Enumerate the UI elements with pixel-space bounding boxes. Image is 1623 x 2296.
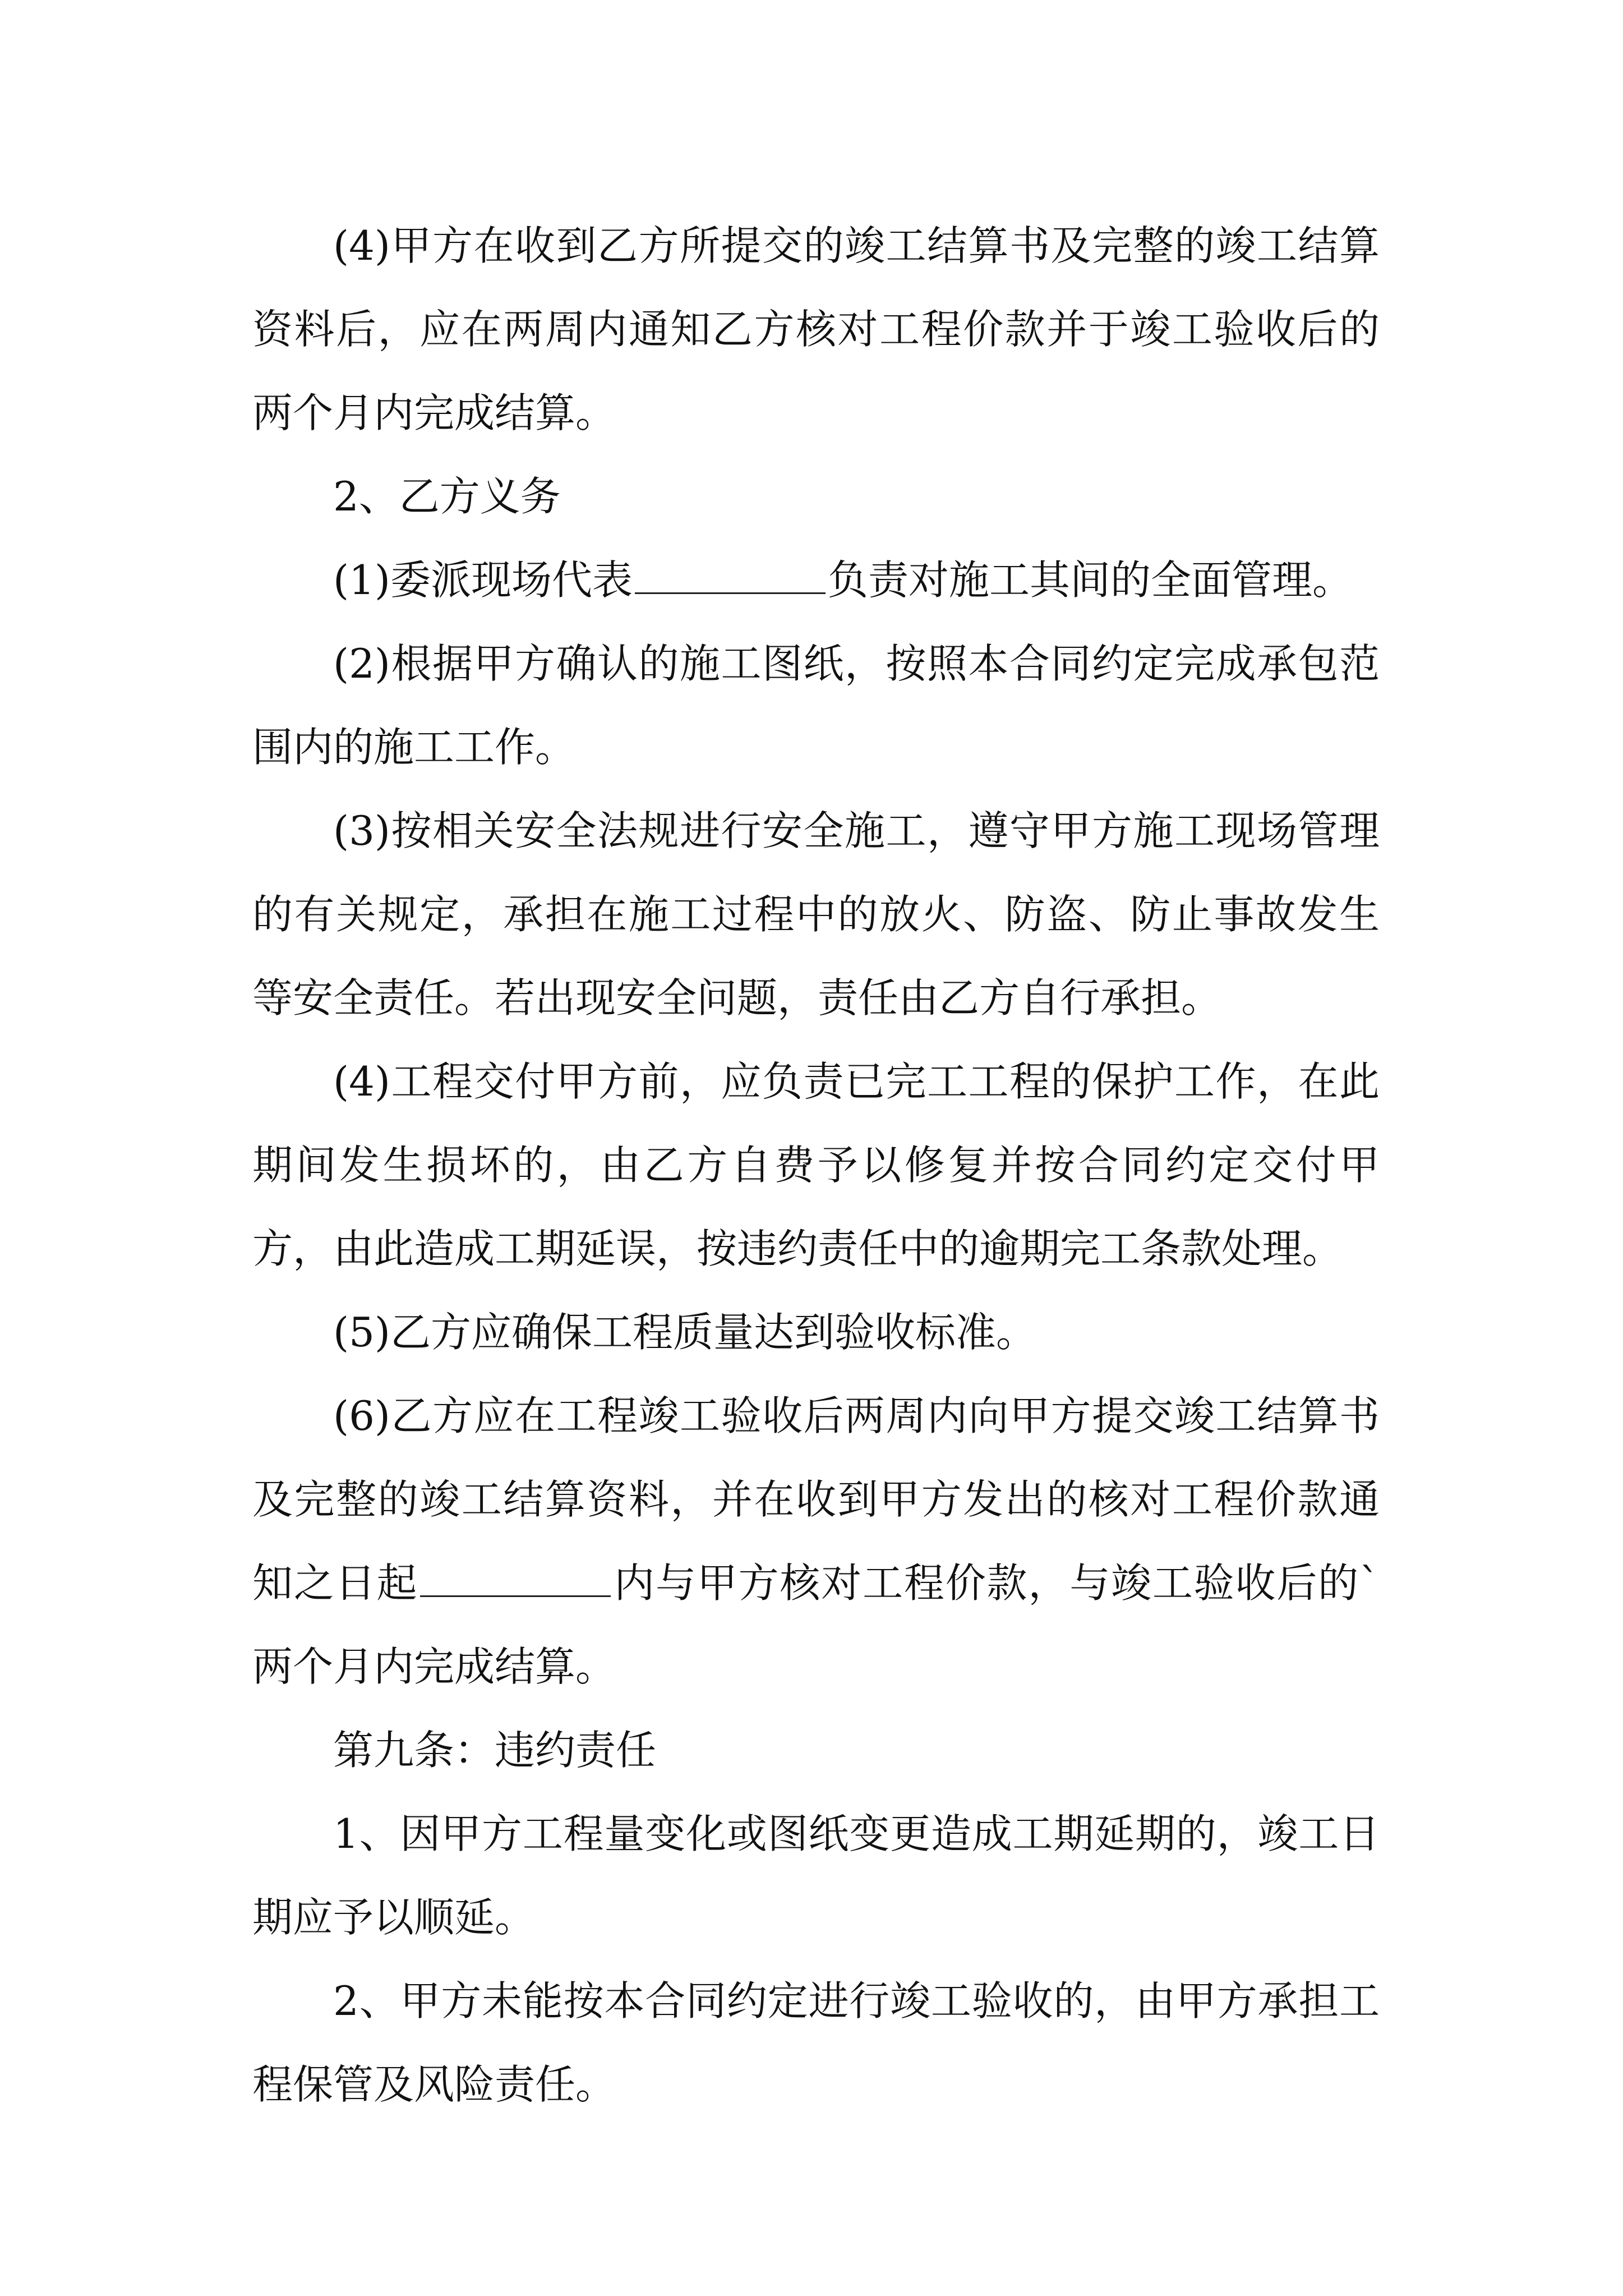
paragraph-text: (5)乙方应确保工程质量达到验收标准。	[333, 1309, 1036, 1356]
clause-b-3	[252, 789, 1380, 1040]
article-9-heading	[252, 1709, 1380, 1792]
fill-in-blank	[420, 1595, 611, 1597]
liability-clause-2	[252, 1959, 1380, 2127]
liability-clause-1	[252, 1792, 1380, 1959]
paragraph-text-after: 负责对施工其间的全面管理。	[828, 556, 1353, 604]
paragraph-text: 1、因甲方工程量变化或图纸变更造成工期延期的，竣工日期应予以顺延。	[252, 1810, 1380, 1941]
paragraph-text-after: 内与甲方核对工程价款，与竣工验收后的`两个月内完成结算。	[252, 1559, 1380, 1690]
section-heading-party-b-obligations	[252, 455, 1380, 539]
paragraph-text: (4)工程交付甲方前，应负责已完工工程的保护工作，在此期间发生损坏的，由乙方自费予以修复并按合同约定交付甲方，由此造成工期延误，按违约责任中的逾期完工条款处理。	[252, 1058, 1380, 1272]
clause-party-a-settlement	[252, 204, 1380, 455]
clause-b-4	[252, 1040, 1380, 1291]
clause-b-1	[252, 539, 1380, 622]
paragraph-text: 2、乙方义务	[333, 473, 561, 520]
paragraph-text: 2、甲方未能按本合同约定进行竣工验收的，由甲方承担工程保管及风险责任。	[252, 1977, 1380, 2108]
paragraph-text-before: (6)乙方应在工程竣工验收后两周内向甲方提交竣工结算书及完整的竣工结算资料，并在收到甲方发出的核对工程价款通知之日起	[252, 1392, 1380, 1607]
document-body	[252, 204, 1380, 2127]
paragraph-text: (3)按相关安全法规进行安全施工，遵守甲方施工现场管理的有关规定，承担在施工过程中的放火、防盗、防止事故发生等安全责任。若出现安全问题，责任由乙方自行承担。	[252, 807, 1380, 1022]
paragraph-text: (2)根据甲方确认的施工图纸，按照本合同约定完成承包范围内的施工工作。	[252, 640, 1380, 771]
paragraph-text: (4)甲方在收到乙方所提交的竣工结算书及完整的竣工结算资料后，应在两周内通知乙方核对工程价款并于竣工验收后的两个月内完成结算。	[252, 222, 1380, 436]
clause-b-6	[252, 1374, 1380, 1709]
paragraph-text: 第九条：违约责任	[333, 1727, 657, 1774]
clause-b-2	[252, 622, 1380, 789]
clause-b-5	[252, 1291, 1380, 1374]
paragraph-text-before: (1)委派现场代表	[333, 556, 633, 604]
fill-in-blank	[635, 592, 826, 594]
